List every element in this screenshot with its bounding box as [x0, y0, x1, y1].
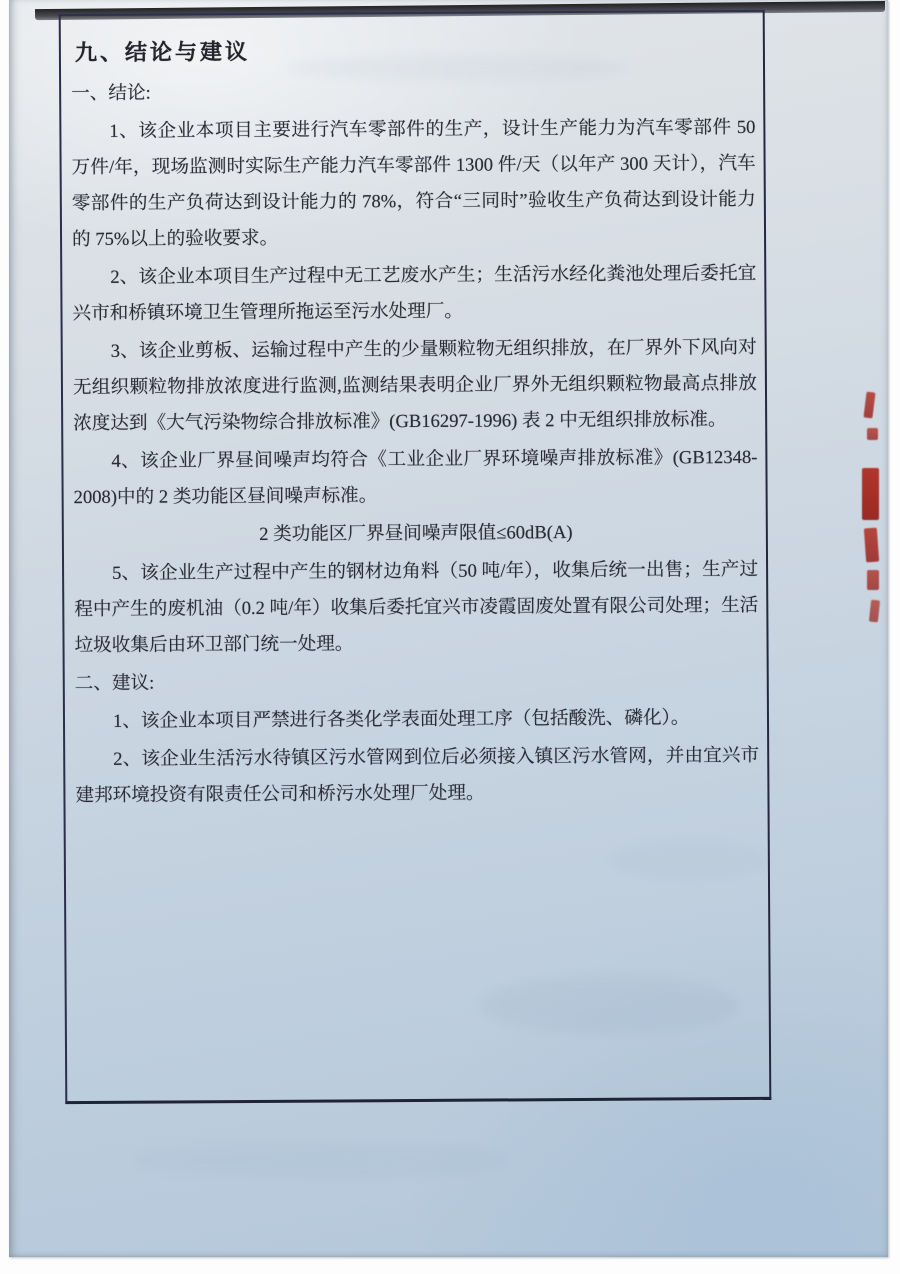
red-ink-mark — [862, 468, 879, 520]
red-ink-mark — [867, 570, 879, 590]
conclusion-item-3: 3、该企业剪板、运输过程中产生的少量颗粒物无组织排放，在厂界外下风向对无组织颗粒物排放浓度进行监测,监测结果表明企业厂界外无组织颗粒物最高点排放浓度达到《大气污染物综合排放标准》(GB16297-1996) 表 2 中无组织排放标准。 — [72, 336, 758, 435]
red-ink-mark — [867, 428, 878, 440]
section-title: 九、结论与建议 — [74, 38, 251, 66]
red-ink-mark — [864, 528, 879, 563]
conclusion-heading: 一、结论: — [71, 82, 151, 105]
paper-sheet — [9, 0, 888, 1257]
suggestion-item-1: 1、该企业本项目严禁进行各类化学表面处理工序（包括酸洗、磷化）。 — [112, 707, 690, 732]
noise-limit-note: 2 类功能区厂界昼间噪声限值≤60dB(A) — [259, 522, 573, 545]
red-ink-mark — [863, 392, 875, 419]
report-table-frame — [59, 10, 772, 1104]
conclusion-item-2: 2、该企业本项目生产过程中无工艺废水产生；生活污水经化粪池处理后委托宜兴市和桥镇环境卫生管理所拖运至污水处理厂。 — [72, 262, 757, 325]
conclusion-item-1: 1、该企业本项目主要进行汽车零部件的生产，设计生产能力为汽车零部件 50 万件/年，现场监测时实际生产能力汽车零部件 1300 件/天（以年产 300 天计），汽车零部件的生产负荷达到设计能力的 78%，符合“三同时”验收生产负荷达到设计能力的 75%以上的验收要求。 — [71, 116, 756, 251]
conclusion-item-4: 4、该企业厂界昼间噪声均符合《工业企业厂界环境噪声排放标准》(GB12348-2008)中的 2 类功能区昼间噪声标准。 — [73, 446, 758, 509]
conclusion-item-5: 5、该企业生产过程中产生的钢材边角料（50 吨/年），收集后统一出售；生产过程中产生的废机油（0.2 吨/年）收集后委托宜兴市凌霞固废处置有限公司处理；生活垃圾收集后由环卫部门统一处理。 — [74, 558, 759, 657]
suggestion-item-2: 2、该企业生活污水待镇区污水管网到位后必须接入镇区污水管网，并由宜兴市建邦环境投资有限责任公司和桥污水处理厂处理。 — [75, 744, 760, 807]
ink-bleed-smudge — [129, 1140, 509, 1180]
suggestion-heading: 二、建议: — [74, 672, 155, 695]
red-ink-mark — [869, 600, 880, 623]
